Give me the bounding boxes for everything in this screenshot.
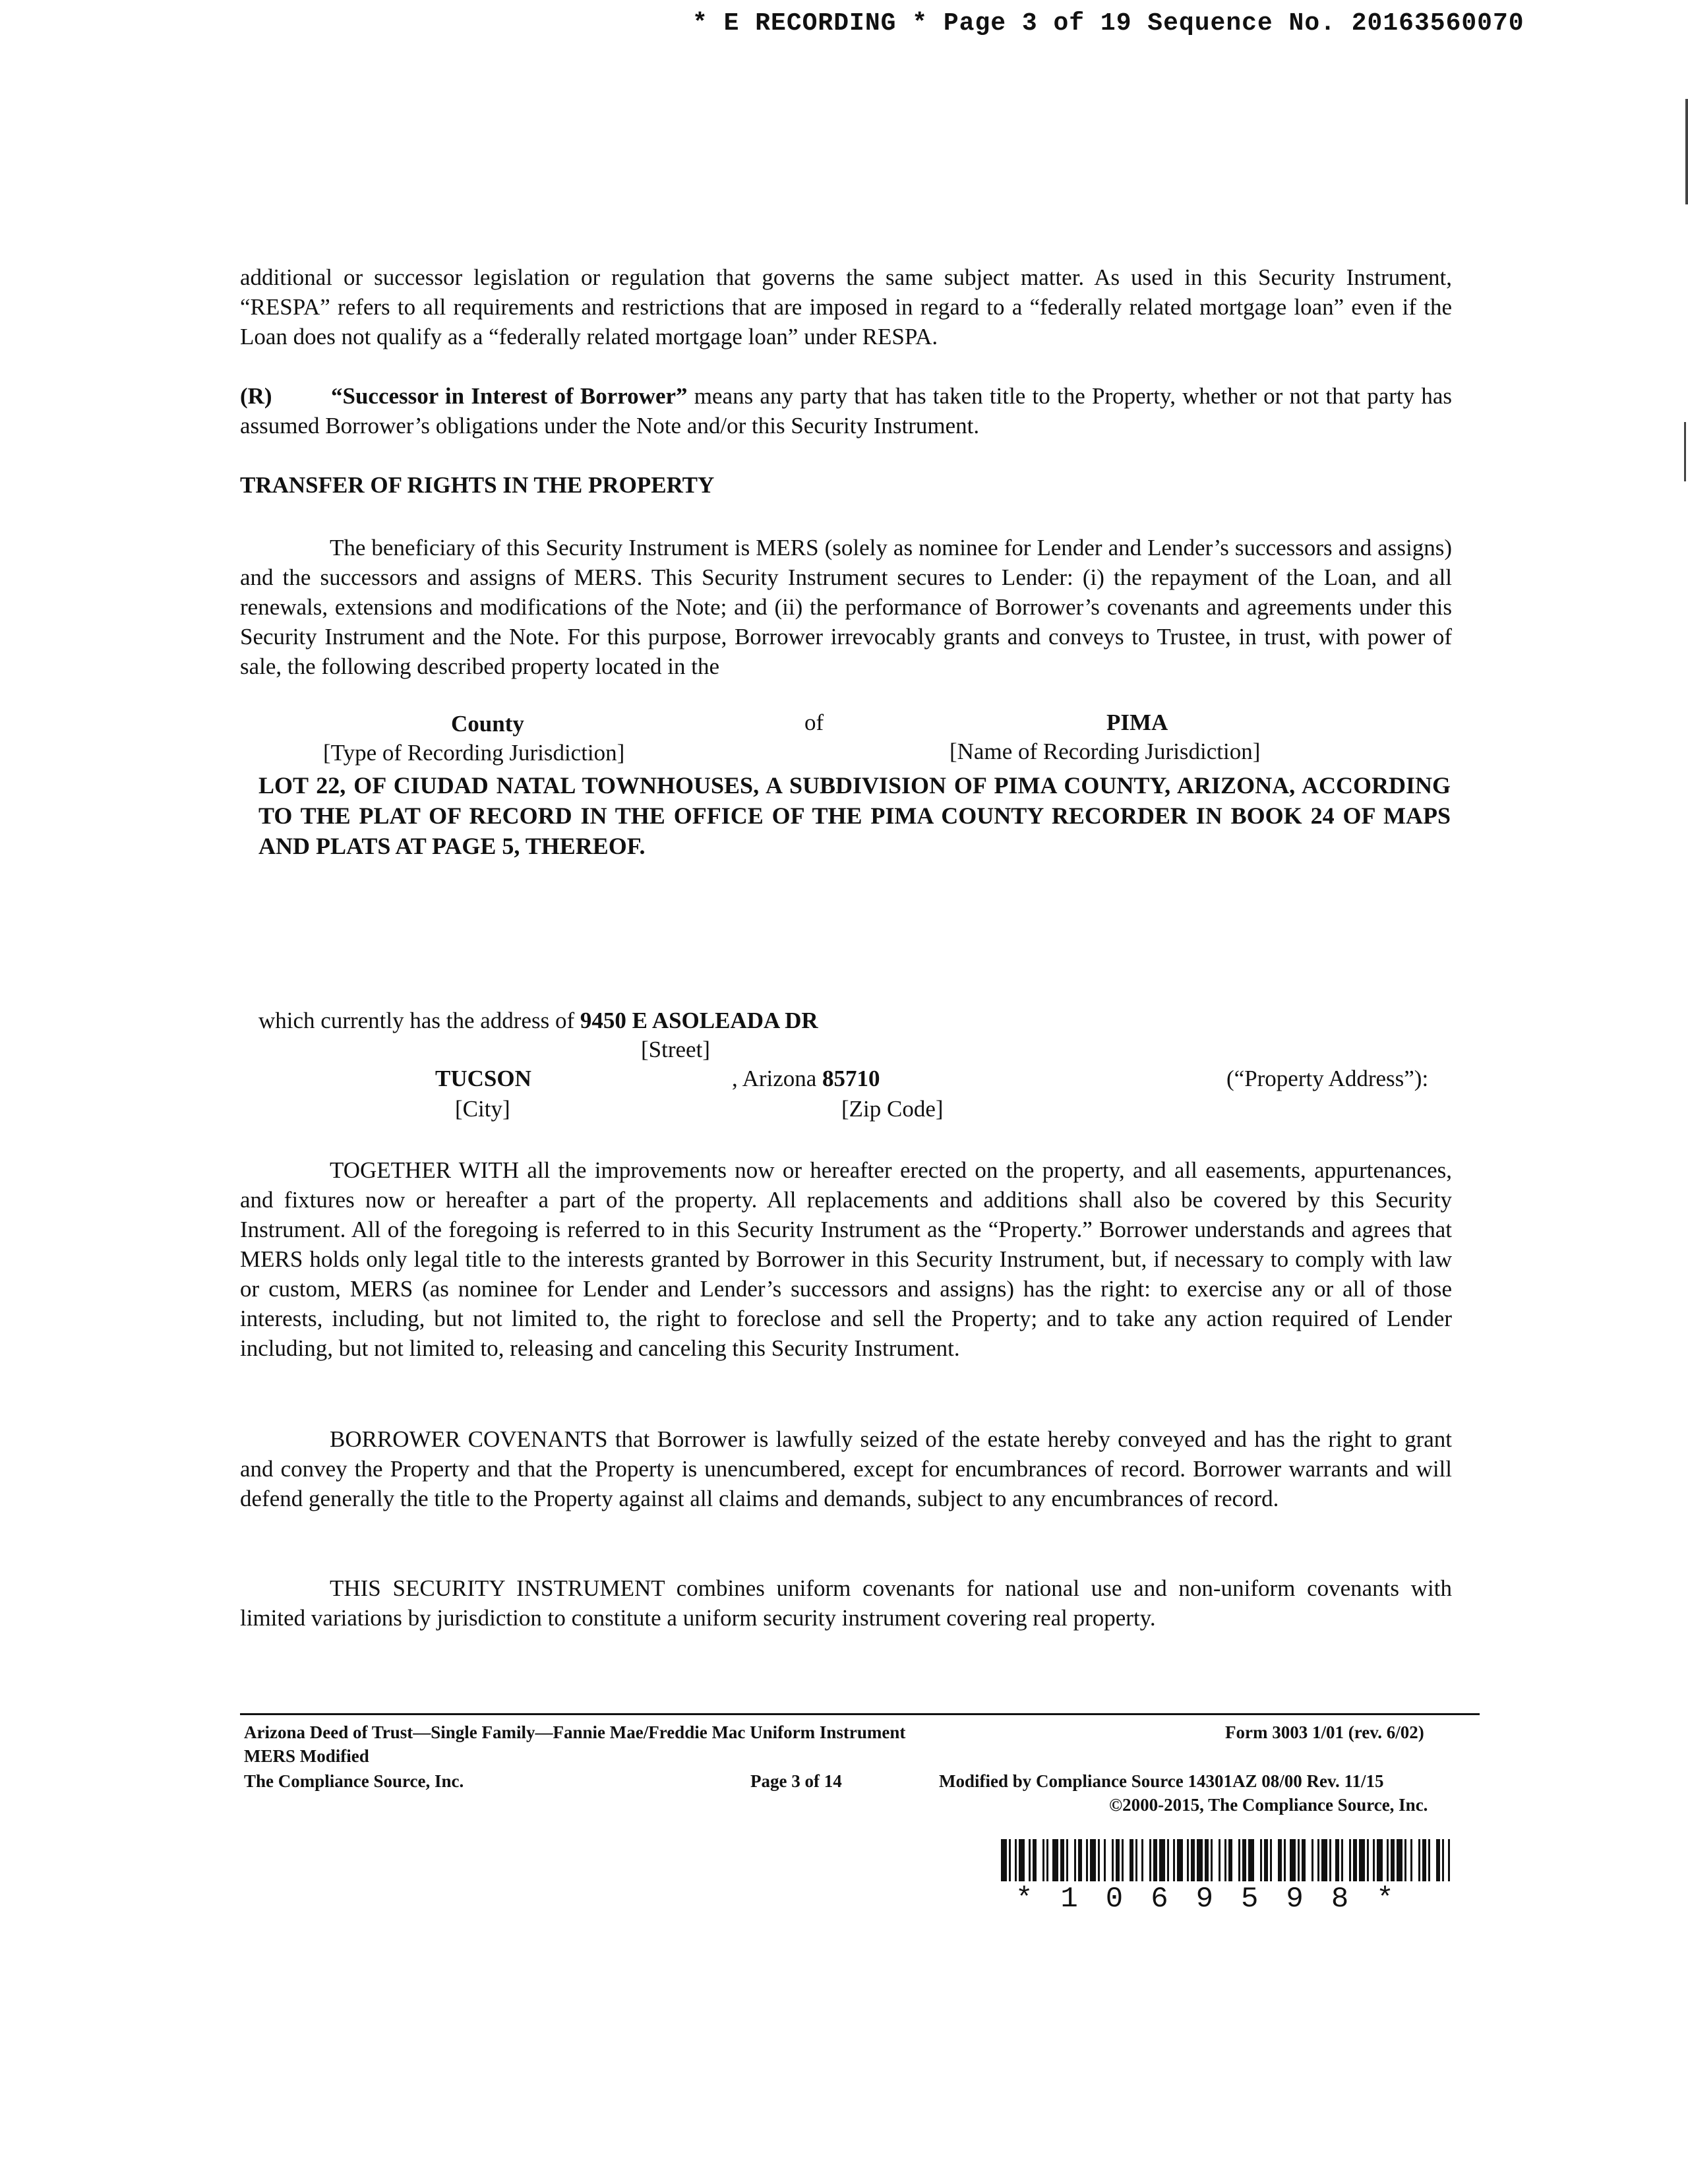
- scan-edge-mark: [1685, 99, 1688, 204]
- barcode-bar: [1442, 1839, 1444, 1881]
- barcode-bar: [1335, 1839, 1339, 1881]
- footer-copyright: ©2000-2015, The Compliance Source, Inc.: [1109, 1795, 1428, 1815]
- footer-form-title: Arizona Deed of Trust—Single Family—Fannie Mae/Freddie Mac Uniform Instrument: [244, 1722, 906, 1742]
- barcode-bar: [1404, 1839, 1406, 1881]
- barcode-bar: [1104, 1839, 1106, 1881]
- address-lead-in: which currently has the address of: [258, 1008, 580, 1033]
- city-caption: [City]: [455, 1096, 510, 1122]
- barcode-bar: [1187, 1839, 1189, 1881]
- barcode-bar: [1141, 1839, 1143, 1881]
- barcode-bar: [1009, 1839, 1011, 1881]
- barcode-bar: [1033, 1839, 1037, 1881]
- footer-form-number: Form 3003 1/01 (rev. 6/02): [1225, 1722, 1424, 1742]
- jurisdiction-of: of: [804, 710, 824, 735]
- barcode-bar: [1377, 1839, 1383, 1881]
- security-instrument-paragraph: THIS SECURITY INSTRUMENT combines uniform covenants for national use and non-uniform covenants with limited variations by jurisdiction to constitute a uniform security instrument covering real property.: [240, 1575, 1452, 1631]
- barcode-bar: [1410, 1839, 1412, 1881]
- barcode-bar: [1211, 1839, 1213, 1881]
- barcode-bar: [1159, 1839, 1165, 1881]
- barcode-bar: [1278, 1839, 1282, 1881]
- zip-code: 85710: [822, 1066, 880, 1091]
- barcode-bar: [1167, 1839, 1169, 1881]
- barcode-bar: [1015, 1839, 1017, 1881]
- state: , Arizona: [732, 1066, 823, 1091]
- street-caption: [Street]: [641, 1037, 710, 1062]
- barcode-bar: [1177, 1839, 1183, 1881]
- borrower-covenants-paragraph: BORROWER COVENANTS that Borrower is lawfully seized of the estate hereby conveyed and has the right to grant and convey the Property and that the Property is unencumbered, except for encumbrances of record. Borrower warrants and will defend generally the title to the Property against all claims and demands, subject to any encumbrances of record.: [240, 1426, 1452, 1511]
- barcode-bar: [1173, 1839, 1175, 1881]
- barcode-bar: [1367, 1839, 1369, 1881]
- barcode-bar: [1436, 1839, 1440, 1881]
- barcode-bar: [1078, 1839, 1082, 1881]
- footer-page-number: Page 3 of 14: [750, 1771, 842, 1791]
- street-address: 9450 E ASOLEADA DR: [580, 1008, 818, 1033]
- jurisdiction-type: County: [451, 711, 524, 737]
- barcode-bar: [1112, 1839, 1114, 1881]
- barcode-bar: [1373, 1839, 1375, 1881]
- barcode-bar: [1224, 1839, 1226, 1881]
- barcode-bar: [1130, 1839, 1133, 1881]
- barcode-bar: [1242, 1839, 1246, 1881]
- barcode-bar: [1219, 1839, 1221, 1881]
- barcode-bar: [1349, 1839, 1351, 1881]
- footer-company: The Compliance Source, Inc.: [244, 1771, 464, 1791]
- barcode-bar: [1359, 1839, 1365, 1881]
- barcode-bar: [1116, 1839, 1120, 1881]
- footer-mers: MERS Modified: [244, 1746, 369, 1766]
- barcode-bar: [1149, 1839, 1151, 1881]
- barcode-bar: [1066, 1839, 1068, 1881]
- barcode-bar: [1448, 1839, 1450, 1881]
- barcode-bar: [1238, 1839, 1240, 1881]
- recording-stamp: * E RECORDING * Page 3 of 19 Sequence No. 20163560070: [692, 9, 1524, 38]
- intro-paragraph: additional or successor legislation or regulation that governs the same subject matter. As used in this Security Instrument, “RESPA” refers to all requirements and restrictions that are imposed in regard to a “federally related mortgage loan” even if the Loan does not qualify as a “federally related mortgage loan” under RESPA.: [240, 264, 1452, 349]
- barcode-bar: [1205, 1839, 1209, 1881]
- state-zip: [732, 1066, 880, 1092]
- city: TUCSON: [435, 1066, 531, 1091]
- jurisdiction-type-caption: [Type of Recording Jurisdiction]: [323, 740, 625, 766]
- transfer-paragraph: The beneficiary of this Security Instrument is MERS (solely as nominee for Lender and Lender’s successors and assigns) and the successors and assigns of MERS. This Security Instrument secures to Lender: (i) the repayment of the Loan, and all renewals, extensions and modifications of the Note; and (ii) the performance of Borrower’s covenants and agreements under this Security Instrument and the Note. For this purpose, Borrower irrevocably grants and conveys to Trustee, in trust, with power of sale, the following described property located in the: [240, 535, 1452, 679]
- barcode-bar: [1311, 1839, 1313, 1881]
- barcode-bar: [1284, 1839, 1286, 1881]
- barcode-bar: [1270, 1839, 1272, 1881]
- definition-r: [240, 381, 1452, 440]
- jurisdiction-name-caption: [Name of Recording Jurisdiction]: [950, 739, 1261, 764]
- barcode-bar: [1060, 1839, 1064, 1881]
- barcode-bar: [1046, 1839, 1048, 1881]
- barcode-bar: [1191, 1839, 1195, 1881]
- barcode-bar: [1001, 1839, 1007, 1881]
- definition-term: “Successor in Interest of Borrower”: [331, 383, 688, 409]
- barcode-bar: [1397, 1839, 1402, 1881]
- barcode-bar: [1197, 1839, 1203, 1881]
- barcode-number: *1069598*: [1015, 1883, 1422, 1916]
- barcode-bar: [1298, 1839, 1300, 1881]
- barcode-bar: [1122, 1839, 1124, 1881]
- footer-modified: Modified by Compliance Source 14301AZ 08/00 Rev. 11/15: [939, 1771, 1384, 1791]
- barcode-bar: [1074, 1839, 1076, 1881]
- barcode-bar: [1052, 1839, 1058, 1881]
- jurisdiction-name: PIMA: [1106, 710, 1168, 735]
- barcode-bar: [1353, 1839, 1357, 1881]
- barcode-bar: [1090, 1839, 1096, 1881]
- barcode-bar: [1428, 1839, 1430, 1881]
- transfer-heading: TRANSFER OF RIGHTS IN THE PROPERTY: [240, 472, 715, 498]
- zip-caption: [Zip Code]: [841, 1096, 944, 1122]
- definition-label: (R): [240, 383, 272, 409]
- barcode-bar: [1153, 1839, 1157, 1881]
- definition-text: means any party that has taken title to the Property, whether or not that party has assumed Borrower’s obligations under the Note and/or this Security Instrument.: [240, 383, 1452, 439]
- barcode-bar: [1260, 1839, 1262, 1881]
- barcode-bar: [1042, 1839, 1044, 1881]
- barcode-bar: [1321, 1839, 1327, 1881]
- barcode-bar: [1422, 1839, 1426, 1881]
- legal-description: LOT 22, OF CIUDAD NATAL TOWNHOUSES, A SUBDIVISION OF PIMA COUNTY, ARIZONA, ACCORDING TO THE PLAT OF RECORD IN THE OFFICE OF THE PIMA COUNTY RECORDER IN BOOK 24 OF MAPS AND PLATS AT PAGE 5, THEREOF.: [258, 772, 1451, 859]
- together-paragraph: TOGETHER WITH all the improvements now or hereafter erected on the property, and all easements, appurtenances, and fixtures now or hereafter a part of the property. All replacements and additions shall also be covered by this Security Instrument. All of the foregoing is referred to in this Security Instrument as the “Property.” Borrower understands and agrees that MERS holds only legal title to the interests granted by Borrower in this Security Instrument, but, if necessary to comply with law or custom, MERS (as nominee for Lender and Lender’s successors and assigns) has the right: to exercise any or all of those interests, including, but not limited to, the right to foreclose and sell the Property; and to take any action required of Lender including, but not limited to, releasing and canceling this Security Instrument.: [240, 1157, 1452, 1361]
- barcode-bar: [1391, 1839, 1395, 1881]
- barcode-bar: [1264, 1839, 1268, 1881]
- property-address-label: (“Property Address”):: [1226, 1066, 1429, 1091]
- barcode-bar: [1086, 1839, 1088, 1881]
- address-line: [258, 1008, 818, 1034]
- barcode-bar: [1248, 1839, 1254, 1881]
- barcode-bar: [1290, 1839, 1296, 1881]
- barcode-bar: [1317, 1839, 1319, 1881]
- barcode-bar: [1019, 1839, 1025, 1881]
- barcode-bar: [1098, 1839, 1100, 1881]
- barcode-bar: [1329, 1839, 1331, 1881]
- footer-divider: [240, 1713, 1480, 1715]
- barcode-bar: [1418, 1839, 1420, 1881]
- barcode-bar: [1029, 1839, 1031, 1881]
- barcode-bar: [1341, 1839, 1343, 1881]
- barcode-bar: [1228, 1839, 1232, 1881]
- barcode-bar: [1302, 1839, 1306, 1881]
- barcode-bar: [1135, 1839, 1137, 1881]
- barcode-bar: [1387, 1839, 1389, 1881]
- scan-edge-mark: [1684, 422, 1686, 481]
